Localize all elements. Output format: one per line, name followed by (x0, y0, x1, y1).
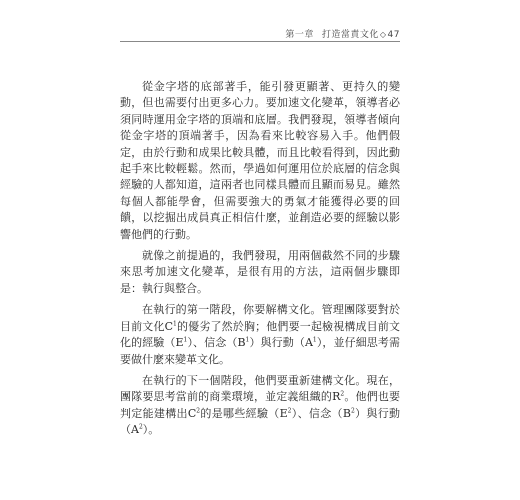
chapter-title: 打造當責文化 (321, 30, 379, 40)
page-number: 47 (387, 30, 400, 40)
paragraph-3: 在執行的第一階段，你要解構文化。管理團隊要對於目前文化$C^1$的優劣了然於胸；他們要一起檢視構成目前文化的經驗$(E^1)$、信念$(B^1)$與行動$(A^1)$，並仔細思考需要做什麼來變革文化。 (120, 303, 400, 366)
header-rule (120, 41, 400, 42)
chapter-label: 第一章 (285, 30, 314, 40)
diamond-icon: ◇ (379, 30, 387, 39)
paragraph-2: 就像之前提過的，我們發現，用兩個截然不同的步驟來思考加速文化變革，是很有用的方法，這兩個步驟即是：執行與整合。 (120, 249, 400, 295)
body-text (120, 79, 400, 444)
paragraph-1: 從金字塔的底部著手，能引發更顯著、更持久的變動，但也需要付出更多心力。要加速文化變革，領導者必須同時運用金字塔的頂端和底層。我們發現，領導者傾向從金字塔的頂端著手，因為看來比較容易入手。他們假定，由於行動和成果比較具體，而且比較看得到，因此動起手來比較輕鬆。然而，學過如何運用位於底層的信念與經驗的人都知道，這兩者也同樣具體而且顯而易見。雖然每個人都能學會，但需要強大的勇氣才能獲得必要的回饋，以挖掘出成員真正相信什麼，並創造必要的經驗以影響他們的行動。 (120, 80, 400, 241)
paragraph-4: 在執行的下一個階段，他們要重新建構文化。現在，團隊要思考當前的商業環境，並定義組織的$R^2$。他們也要判定能建構出$C^2$的是哪些經驗$(E^2)$、信念$(B^2)$與行動$(A^2)$。 (120, 373, 401, 437)
running-header (285, 27, 400, 40)
